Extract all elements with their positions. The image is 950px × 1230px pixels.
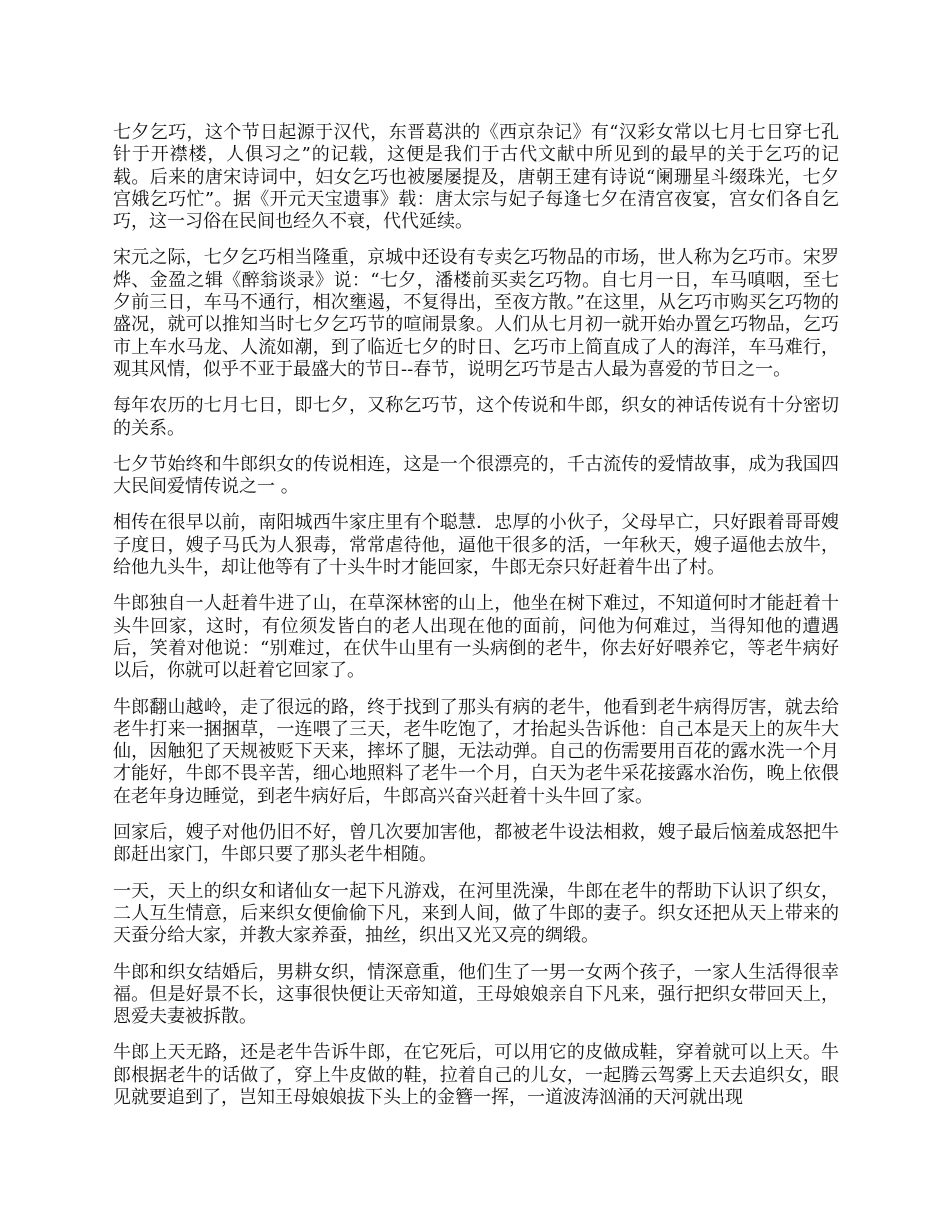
document-page [113,122,839,1123]
paragraph-5: 相传在很早以前，南阳城西牛家庄里有个聪慧．忠厚的小伙子，父母早亡，只好跟着哥哥嫂子度日，嫂子马氏为人狠毒，常常虐待他，逼他干很多的活，一年秋天，嫂子逼他去放牛，给他九头牛，却让他等有了十头牛时才能回家，牛郎无奈只好赶着牛出了村。 [113,512,839,579]
paragraph-10: 牛郎和织女结婚后，男耕女织，情深意重，他们生了一男一女两个孩子，一家人生活得很幸福。但是好景不长，这事很快便让天帝知道，王母娘娘亲自下凡来，强行把织女带回天上，恩爱夫妻被拆散。 [113,961,839,1028]
paragraph-1: 七夕乞巧，这个节日起源于汉代，东晋葛洪的《西京杂记》有“汉彩女常以七月七日穿七孔针于开襟楼，人俱习之”的记载，这便是我们于古代文献中所见到的最早的关于乞巧的记载。后来的唐宋诗词中，妇女乞巧也被屡屡提及，唐朝王建有诗说“阑珊星斗缀珠光，七夕宫娥乞巧忙”。据《开元天宝遗事》载：唐太宗与妃子每逢七夕在清宫夜宴，宫女们各自乞巧，这一习俗在民间也经久不衰，代代延续。 [113,122,839,233]
paragraph-7: 牛郎翻山越岭，走了很远的路，终于找到了那头有病的老牛，他看到老牛病得厉害，就去给老牛打来一捆捆草，一连喂了三天，老牛吃饱了，才抬起头告诉他：自己本是天上的灰牛大仙，因触犯了天规被贬下天来，摔坏了腿，无法动弹。自己的伤需要用百花的露水洗一个月才能好，牛郎不畏辛苦，细心地照料了老牛一个月，白天为老牛采花接露水治伤，晚上依偎在老年身边睡觉，到老牛病好后，牛郎高兴奋兴赶着十头牛回了家。 [113,696,839,807]
paragraph-8: 回家后，嫂子对他仍旧不好，曾几次要加害他，都被老牛设法相救，嫂子最后恼羞成怒把牛郎赶出家门，牛郎只要了那头老牛相随。 [113,822,839,866]
paragraph-3: 每年农历的七月七日，即七夕，又称乞巧节，这个传说和牛郎，织女的神话传说有十分密切的关系。 [113,395,839,439]
paragraph-2: 宋元之际，七夕乞巧相当隆重，京城中还设有专卖乞巧物品的市场，世人称为乞巧市。宋罗烨、金盈之辑《醉翁谈录》说：“七夕，潘楼前买卖乞巧物。自七月一日，车马嗔咽，至七夕前三日，车马不通行，相次壅遏，不复得出，至夜方散。”在这里，从乞巧市购买乞巧物的盛况，就可以推知当时七夕乞巧节的喧闹景象。人们从七月初一就开始办置乞巧物品，乞巧市上车水马龙、人流如潮，到了临近七夕的时日、乞巧市上简直成了人的海洋，车马难行，观其风情，似乎不亚于最盛大的节日--春节，说明乞巧节是古人最为喜爱的节日之一。 [113,247,839,380]
paragraph-6: 牛郎独自一人赶着牛进了山，在草深林密的山上，他坐在树下难过，不知道何时才能赶着十头牛回家，这时，有位须发皆白的老人出现在他的面前，问他为何难过，当得知他的遭遇后，笑着对他说：“别难过，在伏牛山里有一头病倒的老牛，你去好好喂养它，等老牛病好以后，你就可以赶着它回家了。 [113,593,839,682]
paragraph-9: 一天，天上的织女和诸仙女一起下凡游戏，在河里洗澡，牛郎在老牛的帮助下认识了织女，二人互生情意，后来织女便偷偷下凡，来到人间，做了牛郎的妻子。织女还把从天上带来的天蚕分给大家，并教大家养蚕，抽丝，织出又光又亮的绸缎。 [113,880,839,947]
paragraph-4: 七夕节始终和牛郎织女的传说相连，这是一个很漂亮的，千古流传的爱情故事，成为我国四大民间爱情传说之一 。 [113,453,839,498]
paragraph-11: 牛郎上天无路，还是老牛告诉牛郎，在它死后，可以用它的皮做成鞋，穿着就可以上天。牛郎根据老牛的话做了，穿上牛皮做的鞋，拉着自己的儿女，一起腾云驾雾上天去追织女，眼见就要追到了，岂知王母娘娘拔下头上的金簪一挥，一道波涛汹涌的天河就出现 [113,1042,839,1108]
